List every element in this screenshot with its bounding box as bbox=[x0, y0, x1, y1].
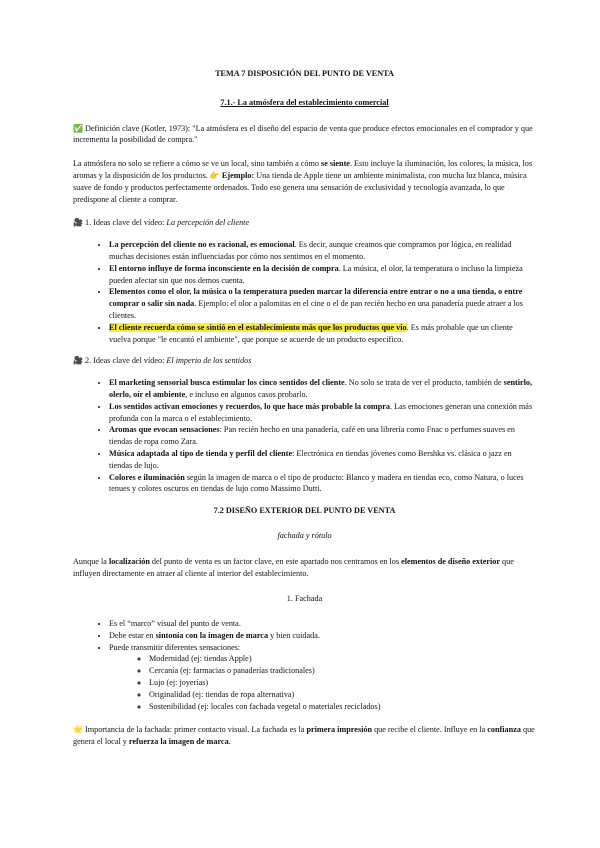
check-icon: ✅ bbox=[73, 123, 83, 133]
video-camera-icon: 🎥 bbox=[73, 218, 83, 228]
video-1-list bbox=[73, 239, 536, 345]
highlighted-text: El cliente recuerda cómo se sintió en el establecimiento más que los productos que vio bbox=[109, 322, 407, 332]
list-item: ◦ Cercanía (ej: farmacias o panaderías tradicionales) bbox=[149, 665, 536, 677]
pointing-hand-icon: 👉 bbox=[209, 170, 220, 180]
list-item: • Puede transmitir diferentes sensaciones: ◦ Modernidad (ej: tiendas Apple) ◦ Cercanía (ej: farmacias o panaderías tradicionales) ◦ Lujo (ej: joyerías) ◦ Originalidad (ej: tiendas de ropa alternativa) ◦ Sostenibilidad (ej: locales con fachada vegetal o materiales reciclados) bbox=[109, 642, 536, 713]
definition-paragraph: ✅ Definición clave (Kotler, 1973): "La atmósfera es el diseño del espacio de venta que produce efectos emocionales en el comprador y que incrementa la posibilidad de compra." bbox=[73, 123, 533, 145]
section-7-1-title: 7.1.- La atmósfera del establecimiento comercial bbox=[220, 97, 389, 107]
list-item: • La percepción del cliente no es racional, es emocional. Es decir, aunque creamos que compramos por lógica, en realidad muchas decisiones están influenciadas por cómo nos sentimos en el momento. bbox=[109, 239, 536, 263]
exterior-intro-paragraph: Aunque la localización del punto de venta es un factor clave, en este apartado nos centramos en los elementos de diseño exterior que influyen directamente en atraer al cliente al interior del establecimiento. bbox=[73, 556, 514, 578]
topic-title: TEMA 7 DISPOSICIÓN DEL PUNTO DE VENTA bbox=[215, 69, 394, 78]
list-item: • Los sentidos activan emociones y recuerdos, lo que hace más probable la compra. Las emociones generan una conexión más profunda con la marca o el establecimiento. bbox=[109, 401, 536, 425]
list-item: ◦ Lujo (ej: joyerías) bbox=[149, 677, 536, 689]
fachada-list bbox=[73, 618, 536, 712]
list-item: • El marketing sensorial busca estimular los cinco sentidos del cliente. No solo se trata de ver el producto, también de sentirlo, olerlo, oír el ambiente, e incluso en algunos casos probarlo. bbox=[109, 377, 536, 401]
video-2-list bbox=[73, 377, 536, 495]
fachada-title: 1. Fachada bbox=[286, 594, 323, 604]
section-7-2-subtitle: fachada y rótulo bbox=[277, 530, 332, 540]
video-1-heading: 🎥 1. Ideas clave del vídeo: La percepción del cliente bbox=[73, 218, 250, 228]
list-item: ◦ Originalidad (ej: tiendas de ropa alternativa) bbox=[149, 689, 536, 701]
video-2-heading: 🎥 2. Ideas clave del vídeo: El imperio de los sentidos bbox=[73, 356, 252, 366]
list-item: • Aromas que evocan sensaciones: Pan recién hecho en una panadería, café en una librería como Fnac o perfumes suaves en tiendas de ropa como Zara. bbox=[109, 424, 536, 448]
list-item: ◦ Sostenibilidad (ej: locales con fachada vegetal o materiales reciclados) bbox=[149, 701, 536, 713]
star-icon: 🌟 bbox=[73, 725, 83, 735]
list-item: ◦ Modernidad (ej: tiendas Apple) bbox=[149, 653, 536, 665]
importance-paragraph: 🌟 Importancia de la fachada: primer contacto visual. La fachada es la primera impresión que recibe el cliente. Influye en la confianza que genera el local y refuerza la imagen de marca. bbox=[73, 725, 535, 747]
list-item: • El cliente recuerda cómo se sintió en el establecimiento más que los productos que vio. Es más probable que un cliente vuelva porque "le encantó el ambiente", que porque se acuerde de un producto específico. bbox=[109, 322, 536, 346]
list-item: • Música adaptada al tipo de tienda y perfil del cliente: Electrónica en tiendas jóvenes como Bershka vs. clásica o jazz en tiendas de lujo. bbox=[109, 448, 536, 472]
list-item: • El entorno influye de forma inconsciente en la decisión de compra. La música, el olor, la temperatura o incluso la limpieza pueden afectar sin que nos demos cuenta. bbox=[109, 263, 536, 287]
list-item: • Es el “marco” visual del punto de venta. bbox=[109, 618, 536, 630]
video-camera-icon: 🎥 bbox=[73, 356, 83, 366]
section-7-2-title: 7.2 DISEÑO EXTERIOR DEL PUNTO DE VENTA bbox=[213, 506, 396, 516]
atmosphere-paragraph: La atmósfera no solo se refiere a cómo se ve un local, sino también a cómo se siente. Esto incluye la iluminación, los colores, la música, los aromas y la disposición de los productos. 👉 Ejemplo: Una tienda de Apple tiene un ambiente minimalista, con mucha luz blanca, música suave de fondo y productos perfectamente ordenados. Todo eso genera una sensación de exclusividad y tecnología avanzada, lo que predispone al cliente a comprar. bbox=[73, 159, 533, 204]
sensations-list bbox=[109, 653, 536, 712]
list-item: • Colores e iluminación según la imagen de marca o el tipo de producto: Blanco y madera en tiendas eco, como Natura, o luces tenues y colores oscuros en tiendas de lujo como Massimo Dutti. bbox=[109, 472, 536, 496]
list-item: • Elementos como el olor, la música o la temperatura pueden marcar la diferencia entre entrar o no a una tienda, o entre comprar o salir sin nada. Ejemplo: el olor a palomitas en el cine o el de pan recién hecho en una panadería puede atraer a los clientes. bbox=[109, 286, 536, 321]
list-item: • Debe estar en sintonía con la imagen de marca y bien cuidada. bbox=[109, 630, 536, 642]
